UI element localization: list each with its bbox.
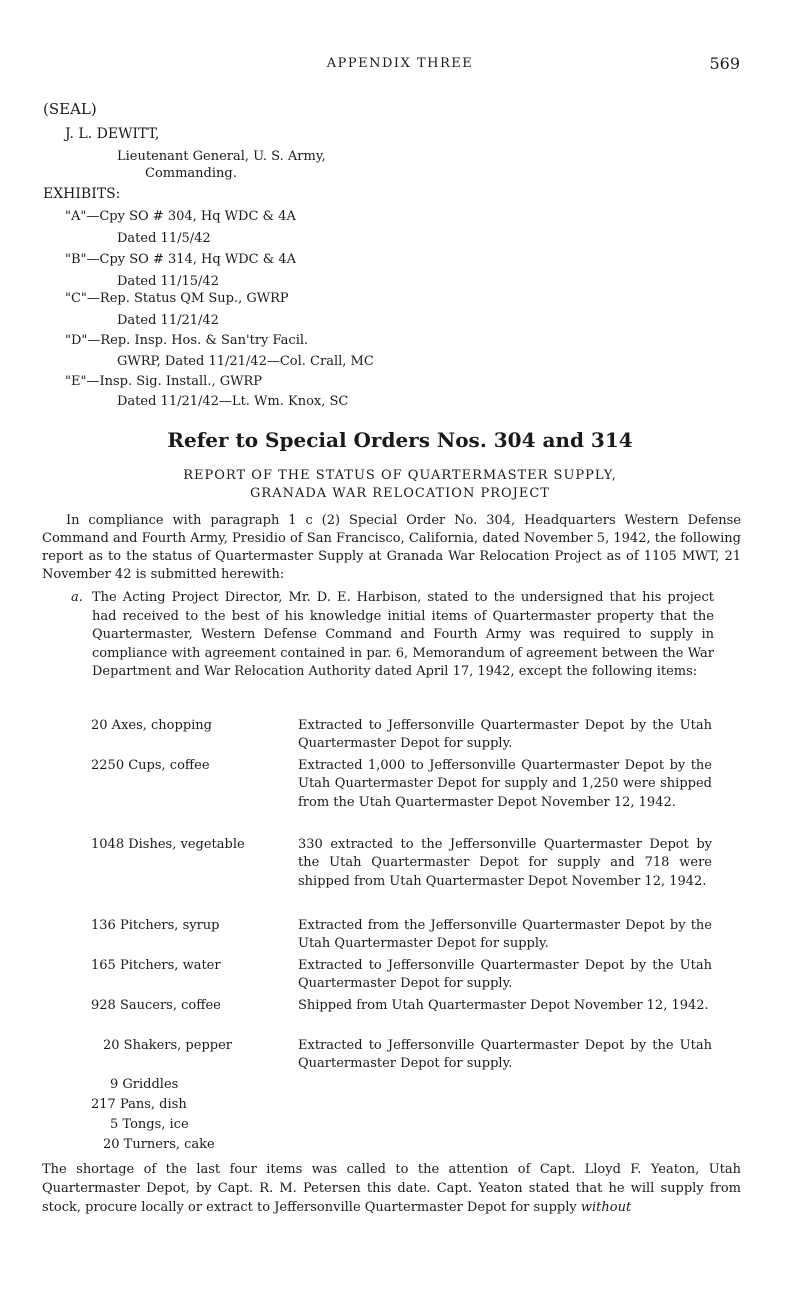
signatory-title: Lieutenant General, U. S. Army, [117, 149, 326, 164]
seal-label: (SEAL) [43, 100, 97, 118]
exhibit-date: Dated 11/21/42—Lt. Wm. Knox, SC [117, 394, 349, 409]
exhibit-line: "C"—Rep. Status QM Sup., GWRP [65, 291, 289, 306]
item-label: 928 Saucers, coffee [91, 998, 221, 1013]
exhibit-line: "B"—Cpy SO # 314, Hq WDC & 4A [65, 252, 297, 267]
exhibit-line: "A"—Cpy SO # 304, Hq WDC & 4A [65, 209, 296, 224]
item-label: 136 Pitchers, syrup [91, 918, 220, 933]
exhibits-heading: EXHIBITS: [43, 186, 121, 202]
item-label: 20 Shakers, pepper [103, 1038, 232, 1053]
item-description: Extracted 1,000 to Jeffersonville Quartermaster Depot by the Utah Quartermaster Depot for supply and 1,250 were shipped from the Utah Quartermaster Depot November 12, 1942. [298, 758, 712, 810]
item-label: 2250 Cups, coffee [91, 758, 210, 773]
running-head: APPENDIX THREE [326, 56, 474, 71]
item-a [71, 589, 714, 682]
item-description: Extracted to Jeffersonville Quartermaster Depot by the Utah Quartermaster Depot for supply. [298, 718, 712, 752]
closing-italic: without [580, 1200, 632, 1215]
closing-paragraph [42, 1160, 741, 1217]
exhibit-date: Dated 11/21/42 [117, 313, 219, 328]
page-number: 569 [709, 54, 740, 73]
item-a-text: The Acting Project Director, Mr. D. E. Harbison, stated to the undersigned that his project had received to the best of his knowledge initial items of Quartermaster property that the Quartermaster, Western Defense Command and Fourth Army was required to supply in compliance with agreement contained in par. 6, Memorandum of agreement between the War Department and War Relocation Authority dated April 17, 1942, except the following items: [92, 590, 714, 679]
item-description: Extracted to Jeffersonville Quartermaster Depot by the Utah Quartermaster Depot for supply. [298, 958, 712, 992]
item-label: 1048 Dishes, vegetable [91, 837, 245, 852]
item-description: Shipped from Utah Quartermaster Depot November 12, 1942. [298, 998, 709, 1013]
signatory-role: Commanding. [145, 166, 237, 181]
item-description: 330 extracted to the Jeffersonville Quartermaster Depot by the Utah Quartermaster Depot for supply and 718 were shipped from Utah Quartermaster Depot November 12, 1942. [298, 837, 712, 889]
exhibit-line: "E"—Insp. Sig. Install., GWRP [65, 374, 263, 389]
intro-paragraph: In compliance with paragraph 1 c (2) Special Order No. 304, Headquarters Western Defense Command and Fourth Army, Presidio of San Francisco, California, dated November 5, 1942, the following report as to the status of Quartermaster Supply at Granada War Relocation Project as of 1105 MWT, 21 November 42 is submitted herewith: [42, 513, 741, 582]
item-a-marker: a. [71, 590, 83, 605]
item-label: 20 Axes, chopping [91, 718, 212, 733]
signatory-name: J. L. DEWITT, [65, 126, 160, 142]
exhibit-line: "D"—Rep. Insp. Hos. & San'try Facil. [65, 333, 309, 348]
report-subtitle-line2: GRANADA WAR RELOCATION PROJECT [250, 486, 550, 501]
exhibit-date: GWRP, Dated 11/21/42—Col. Crall, MC [117, 354, 374, 369]
exhibit-date: Dated 11/15/42 [117, 274, 219, 289]
report-subtitle: REPORT OF THE STATUS OF QUARTERMASTER SUPPLY, [183, 468, 617, 483]
item-label: 165 Pitchers, water [91, 958, 221, 973]
item-description: Extracted to Jeffersonville Quartermaster Depot by the Utah Quartermaster Depot for supply. [298, 1038, 712, 1072]
item-label: 9 Griddles [110, 1077, 179, 1092]
exhibit-date: Dated 11/5/42 [117, 231, 211, 246]
section-title: Refer to Special Orders Nos. 304 and 314 [167, 428, 633, 452]
item-description: Extracted from the Jeffersonville Quartermaster Depot by the Utah Quartermaster Depot for supply. [298, 918, 712, 952]
item-label: 5 Tongs, ice [110, 1117, 189, 1132]
item-label: 20 Turners, cake [103, 1137, 215, 1152]
item-label: 217 Pans, dish [91, 1097, 187, 1112]
closing-text: The shortage of the last four items was called to the attention of Capt. Lloyd F. Yeaton, Utah Quartermaster Depot, by Capt. R. M. Petersen this date. Capt. Yeaton stated that he will supply from stock, procure locally or extract to Jeffersonville Quartermaster Depot for supply [42, 1162, 741, 1215]
